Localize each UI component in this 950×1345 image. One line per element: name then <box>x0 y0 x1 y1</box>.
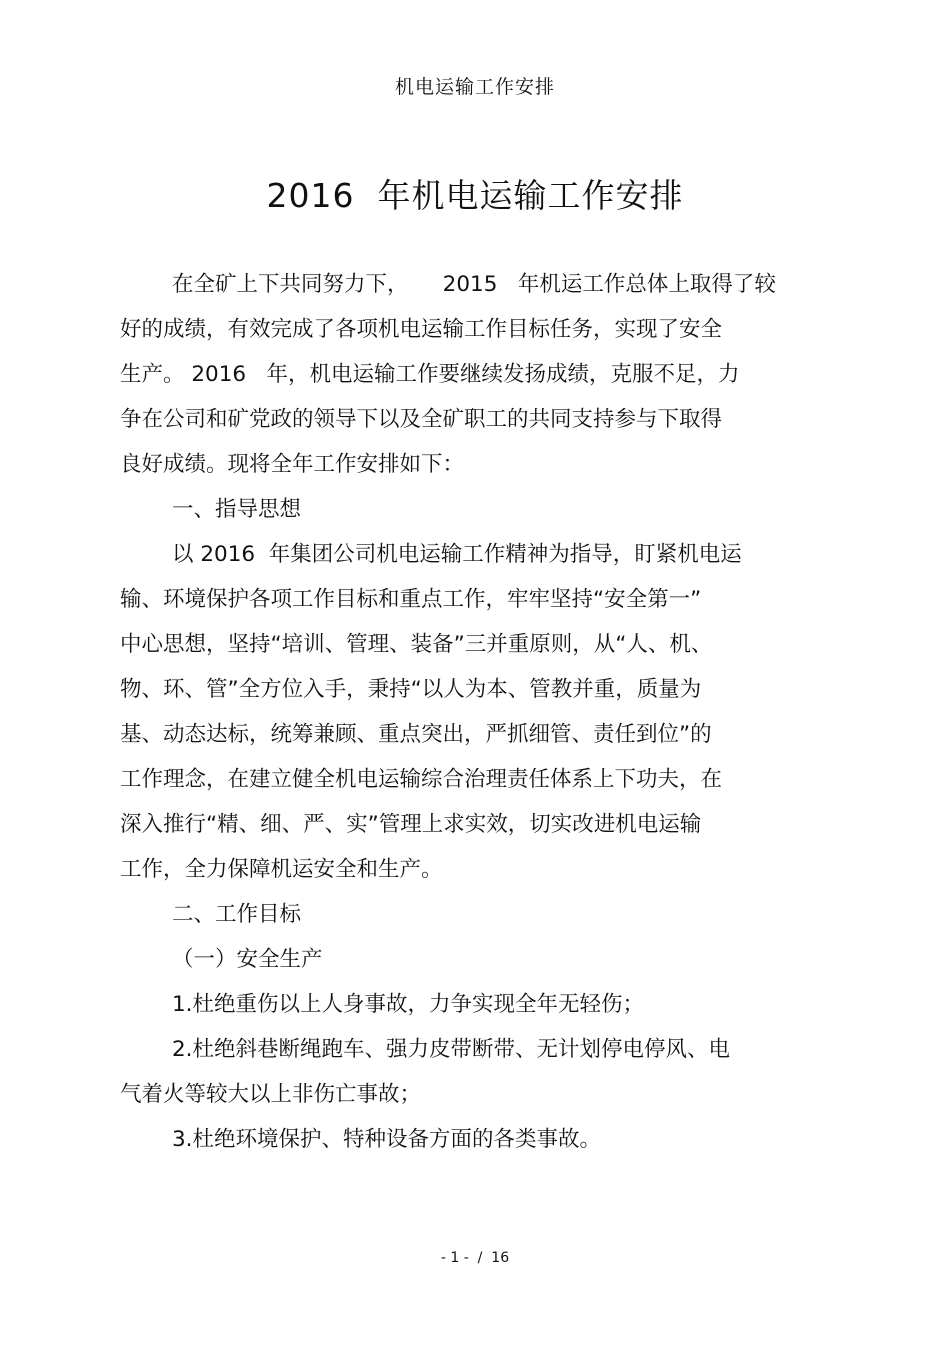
paragraph-line: 在全矿上下共同努力下， 2015 年机运工作总体上取得了较 <box>172 272 776 297</box>
list-item-continuation: 气着火等较大以上非伤亡事故； <box>120 1082 422 1107</box>
list-item: 3.杜绝环境保护、特种设备方面的各类事故。 <box>172 1127 602 1152</box>
paragraph-line: 中心思想，坚持“培训、管理、装备”三并重原则，从“人、机、 <box>120 632 713 657</box>
section-heading: 二、工作目标 <box>172 902 302 927</box>
paragraph-line: 工作，全力保障机运安全和生产。 <box>120 857 443 882</box>
page-number: - 1 - / 16 <box>440 1250 510 1266</box>
document-title: 2016 年机电运输工作安排 <box>266 176 684 215</box>
paragraph-line: 良好成绩。现将全年工作安排如下： <box>120 452 465 477</box>
paragraph-line: 物、环、管”全方位入手，秉持“以人为本、管教并重，质量为 <box>120 677 702 702</box>
list-item: 2.杜绝斜巷断绳跑车、强力皮带断带、无计划停电停风、电 <box>172 1037 731 1062</box>
list-item: 1.杜绝重伤以上人身事故，力争实现全年无轻伤； <box>172 992 645 1017</box>
paragraph-line: 基、动态达标，统筹兼顾、重点突出，严抓细管、责任到位”的 <box>120 722 712 747</box>
paragraph-line: 生产。 2016 年，机电运输工作要继续发扬成绩，克服不足，力 <box>120 362 740 387</box>
section-heading: 一、指导思想 <box>172 497 302 522</box>
paragraph-line: 深入推行“精、细、严、实”管理上求实效，切实改进机电运输 <box>120 812 702 837</box>
paragraph-line: 争在公司和矿党政的领导下以及全矿职工的共同支持参与下取得 <box>120 407 723 432</box>
paragraph-line: 输、环境保护各项工作目标和重点工作，牢牢坚持“安全第一” <box>120 587 702 612</box>
paragraph-line: 好的成绩，有效完成了各项机电运输工作目标任务，实现了安全 <box>120 317 723 342</box>
paragraph-line: 工作理念，在建立健全机电运输综合治理责任体系上下功夫，在 <box>120 767 723 792</box>
subsection-heading: （一）安全生产 <box>172 947 323 972</box>
paragraph-line: 以 2016 年集团公司机电运输工作精神为指导，盯紧机电运 <box>172 542 742 567</box>
running-header: 机电运输工作安排 <box>394 76 555 98</box>
